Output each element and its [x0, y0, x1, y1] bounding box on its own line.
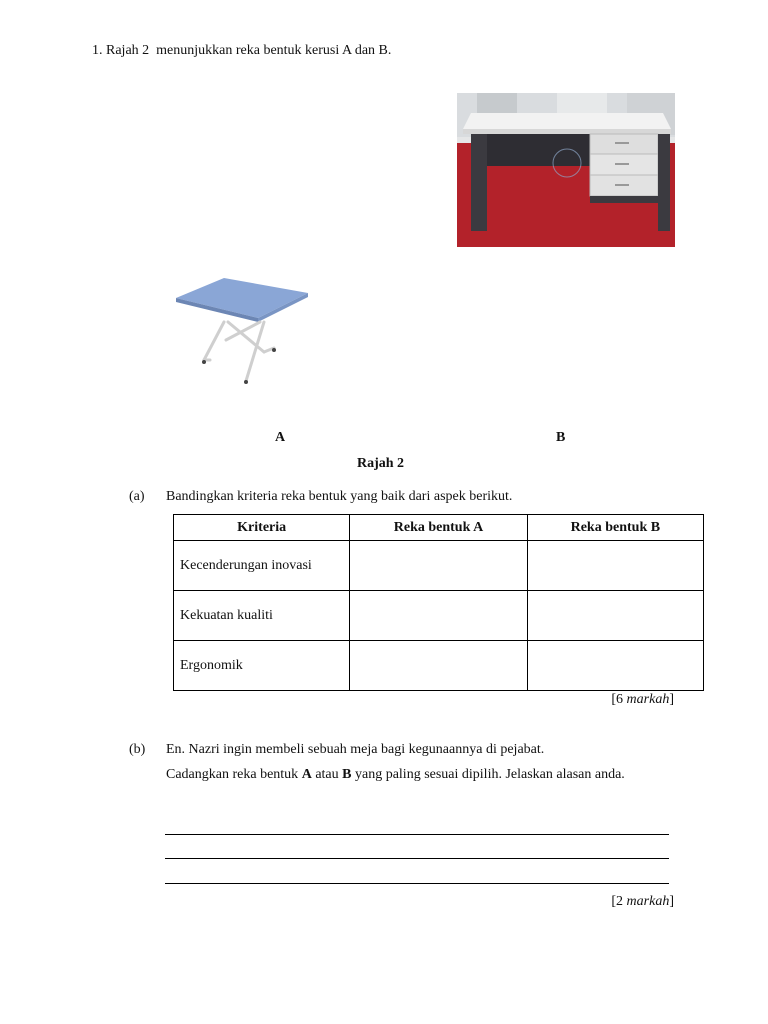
line2-pre: Cadangkan reka bentuk	[166, 767, 302, 782]
line2-mid: atau	[311, 767, 343, 782]
answer-line[interactable]	[165, 834, 669, 835]
part-a-prompt: Bandingkan kriteria reka bentuk yang baik dari aspek berikut.	[166, 489, 513, 504]
criteria-table	[173, 514, 704, 691]
criteria-cell: Ergonomik	[174, 641, 350, 691]
table-header-row	[174, 515, 704, 541]
answer-line[interactable]	[165, 883, 669, 884]
figure-caption: Rajah 2	[357, 456, 405, 471]
label-a: A	[275, 430, 286, 445]
table-row	[174, 591, 704, 641]
line2-option-a: A	[301, 767, 312, 782]
header-design-b: Reka bentuk B	[527, 515, 703, 541]
criteria-cell: Kekuatan kualiti	[174, 591, 350, 641]
office-desk-icon	[457, 93, 675, 247]
answer-cell-a[interactable]	[350, 591, 527, 641]
table-row	[174, 641, 704, 691]
marks-open: [6	[611, 692, 627, 707]
line2-post: yang paling sesuai dipilih. Jelaskan alasan anda.	[351, 767, 625, 782]
table-row	[174, 541, 704, 591]
answer-line[interactable]	[165, 858, 669, 859]
marks-open: [2	[611, 894, 627, 909]
answer-cell-b[interactable]	[527, 591, 703, 641]
marks-word: markah	[626, 894, 670, 909]
answer-cell-b[interactable]	[527, 641, 703, 691]
marks-close: ]	[669, 692, 674, 707]
question-title: 1. Rajah 2 menunjukkan reka bentuk kerusi A dan B.	[92, 43, 392, 58]
marks-part-a	[611, 692, 674, 708]
part-a-number: (a)	[129, 489, 145, 504]
answer-cell-a[interactable]	[350, 541, 527, 591]
header-kriteria: Kriteria	[174, 515, 350, 541]
part-b-line-1: En. Nazri ingin membeli sebuah meja bagi kegunaannya di pejabat.	[166, 742, 545, 757]
label-b: B	[556, 430, 566, 445]
folding-table-icon	[166, 256, 312, 400]
office-desk-image	[457, 93, 675, 247]
line2-option-b: B	[342, 767, 352, 782]
answer-cell-b[interactable]	[527, 541, 703, 591]
folding-table-image	[166, 256, 312, 400]
answer-cell-a[interactable]	[350, 641, 527, 691]
marks-part-b	[611, 894, 674, 910]
part-b-number: (b)	[129, 742, 146, 757]
part-b-line-2	[166, 767, 625, 783]
header-design-a: Reka bentuk A	[350, 515, 527, 541]
marks-word: markah	[626, 692, 670, 707]
marks-close: ]	[669, 894, 674, 909]
criteria-cell: Kecenderungan inovasi	[174, 541, 350, 591]
